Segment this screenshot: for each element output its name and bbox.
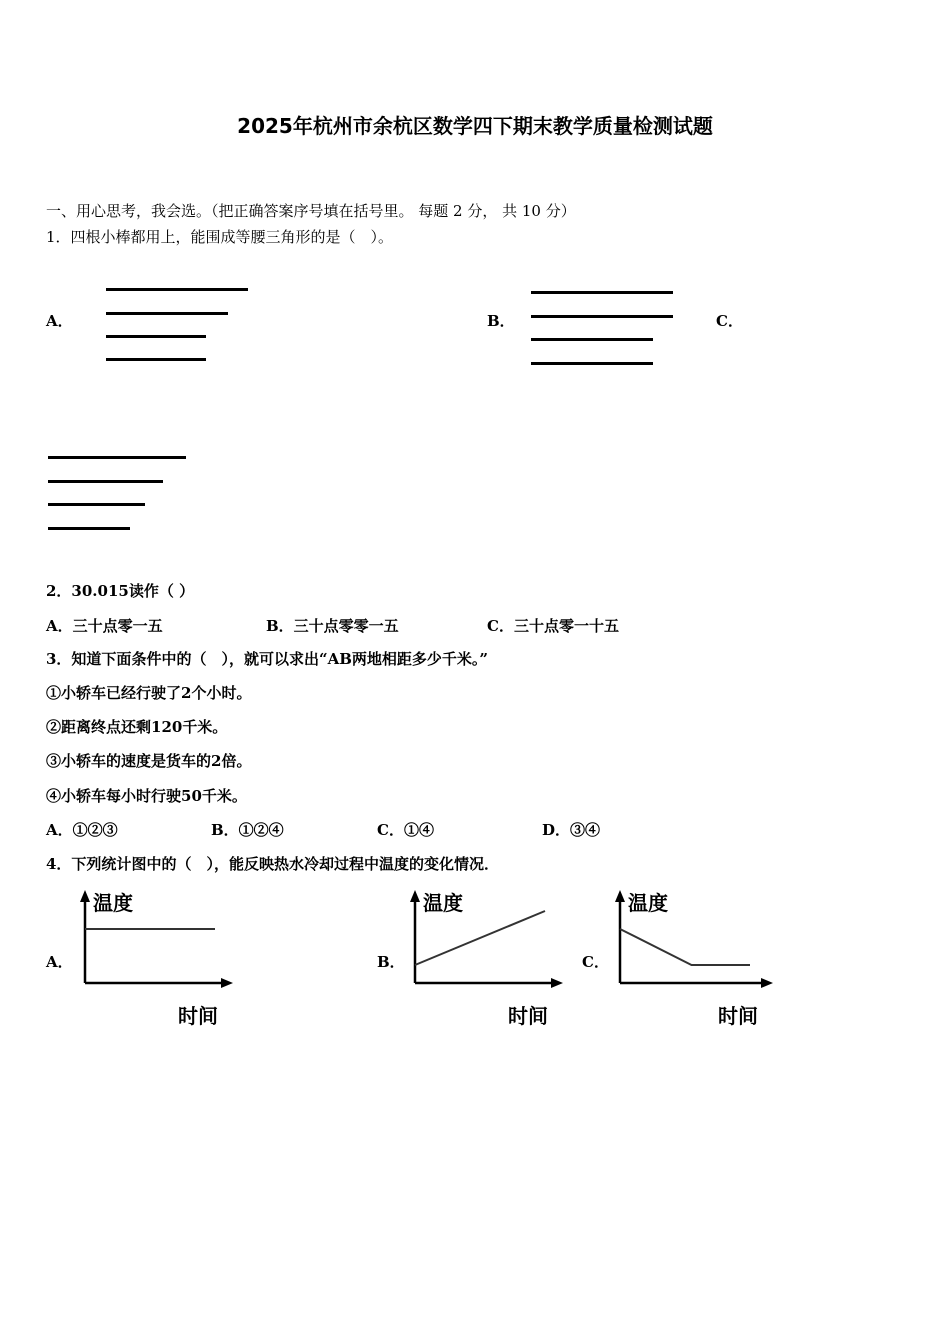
q4-option-b-label: B．	[377, 953, 405, 971]
series-line	[620, 929, 750, 965]
q2-option-c: C．三十点零一十五	[487, 617, 619, 635]
stick	[48, 527, 130, 530]
stick	[531, 338, 653, 341]
stick	[106, 288, 248, 291]
y-axis-arrow	[80, 890, 90, 902]
stick	[48, 503, 145, 506]
x-axis-label: 时间	[178, 1004, 218, 1028]
y-axis-arrow	[410, 890, 420, 902]
question-2-stem: 2．30.015读作（ ）	[46, 582, 195, 600]
q2-option-b: B．三十点零零一五	[266, 617, 399, 635]
question-3-stem: 3．知道下面条件中的（ ），就可以求出“AB两地相距多少千米。”	[46, 650, 489, 668]
stick	[106, 312, 228, 315]
q3-condition-2: ②距离终点还剩120千米。	[46, 718, 228, 736]
q4-option-c-label: C．	[582, 953, 609, 971]
stick	[531, 362, 653, 365]
x-axis-label: 时间	[718, 1004, 758, 1028]
section-heading: 一、用心思考，我会选。（把正确答案序号填在括号里。 每题 2 分， 共 10 分）	[46, 202, 576, 220]
y-axis-label: 温度	[423, 891, 463, 915]
x-axis-label: 时间	[508, 1004, 548, 1028]
page-title: 2025年杭州市余杭区数学四下期末教学质量检测试题	[237, 114, 713, 138]
q3-option-b: B．①②④	[211, 821, 284, 839]
q4-option-a-label: A．	[46, 953, 73, 971]
q3-condition-1: ①小轿车已经行驶了2个小时。	[46, 684, 252, 702]
q3-option-d: D．③④	[542, 821, 601, 839]
x-axis-arrow	[761, 978, 773, 988]
q4-chart-c	[605, 886, 785, 1031]
stick	[531, 315, 673, 318]
series-line	[415, 911, 545, 965]
x-axis-arrow	[221, 978, 233, 988]
q1-option-a-label: A．	[46, 312, 73, 330]
stick	[531, 291, 673, 294]
q4-chart-a	[70, 886, 245, 1031]
q3-condition-4: ④小轿车每小时行驶50千米。	[46, 787, 247, 805]
question-1-stem: 1．四根小棒都用上，能围成等腰三角形的是（ ）。	[46, 228, 394, 246]
q2-option-a: A．三十点零一五	[46, 617, 163, 635]
q3-option-c: C．①④	[377, 821, 434, 839]
stick	[106, 358, 206, 361]
stick	[48, 456, 186, 459]
q1-option-c-label: C．	[716, 312, 743, 330]
y-axis-label: 温度	[628, 891, 668, 915]
stick	[48, 480, 163, 483]
y-axis-label: 温度	[93, 891, 133, 915]
q3-condition-3: ③小轿车的速度是货车的2倍。	[46, 752, 252, 770]
x-axis-arrow	[551, 978, 563, 988]
q1-option-b-label: B．	[487, 312, 515, 330]
y-axis-arrow	[615, 890, 625, 902]
question-4-stem: 4．下列统计图中的（ ），能反映热水冷却过程中温度的变化情况．	[46, 855, 499, 873]
q3-option-a: A．①②③	[46, 821, 118, 839]
q4-chart-b	[400, 886, 575, 1031]
stick	[106, 335, 206, 338]
